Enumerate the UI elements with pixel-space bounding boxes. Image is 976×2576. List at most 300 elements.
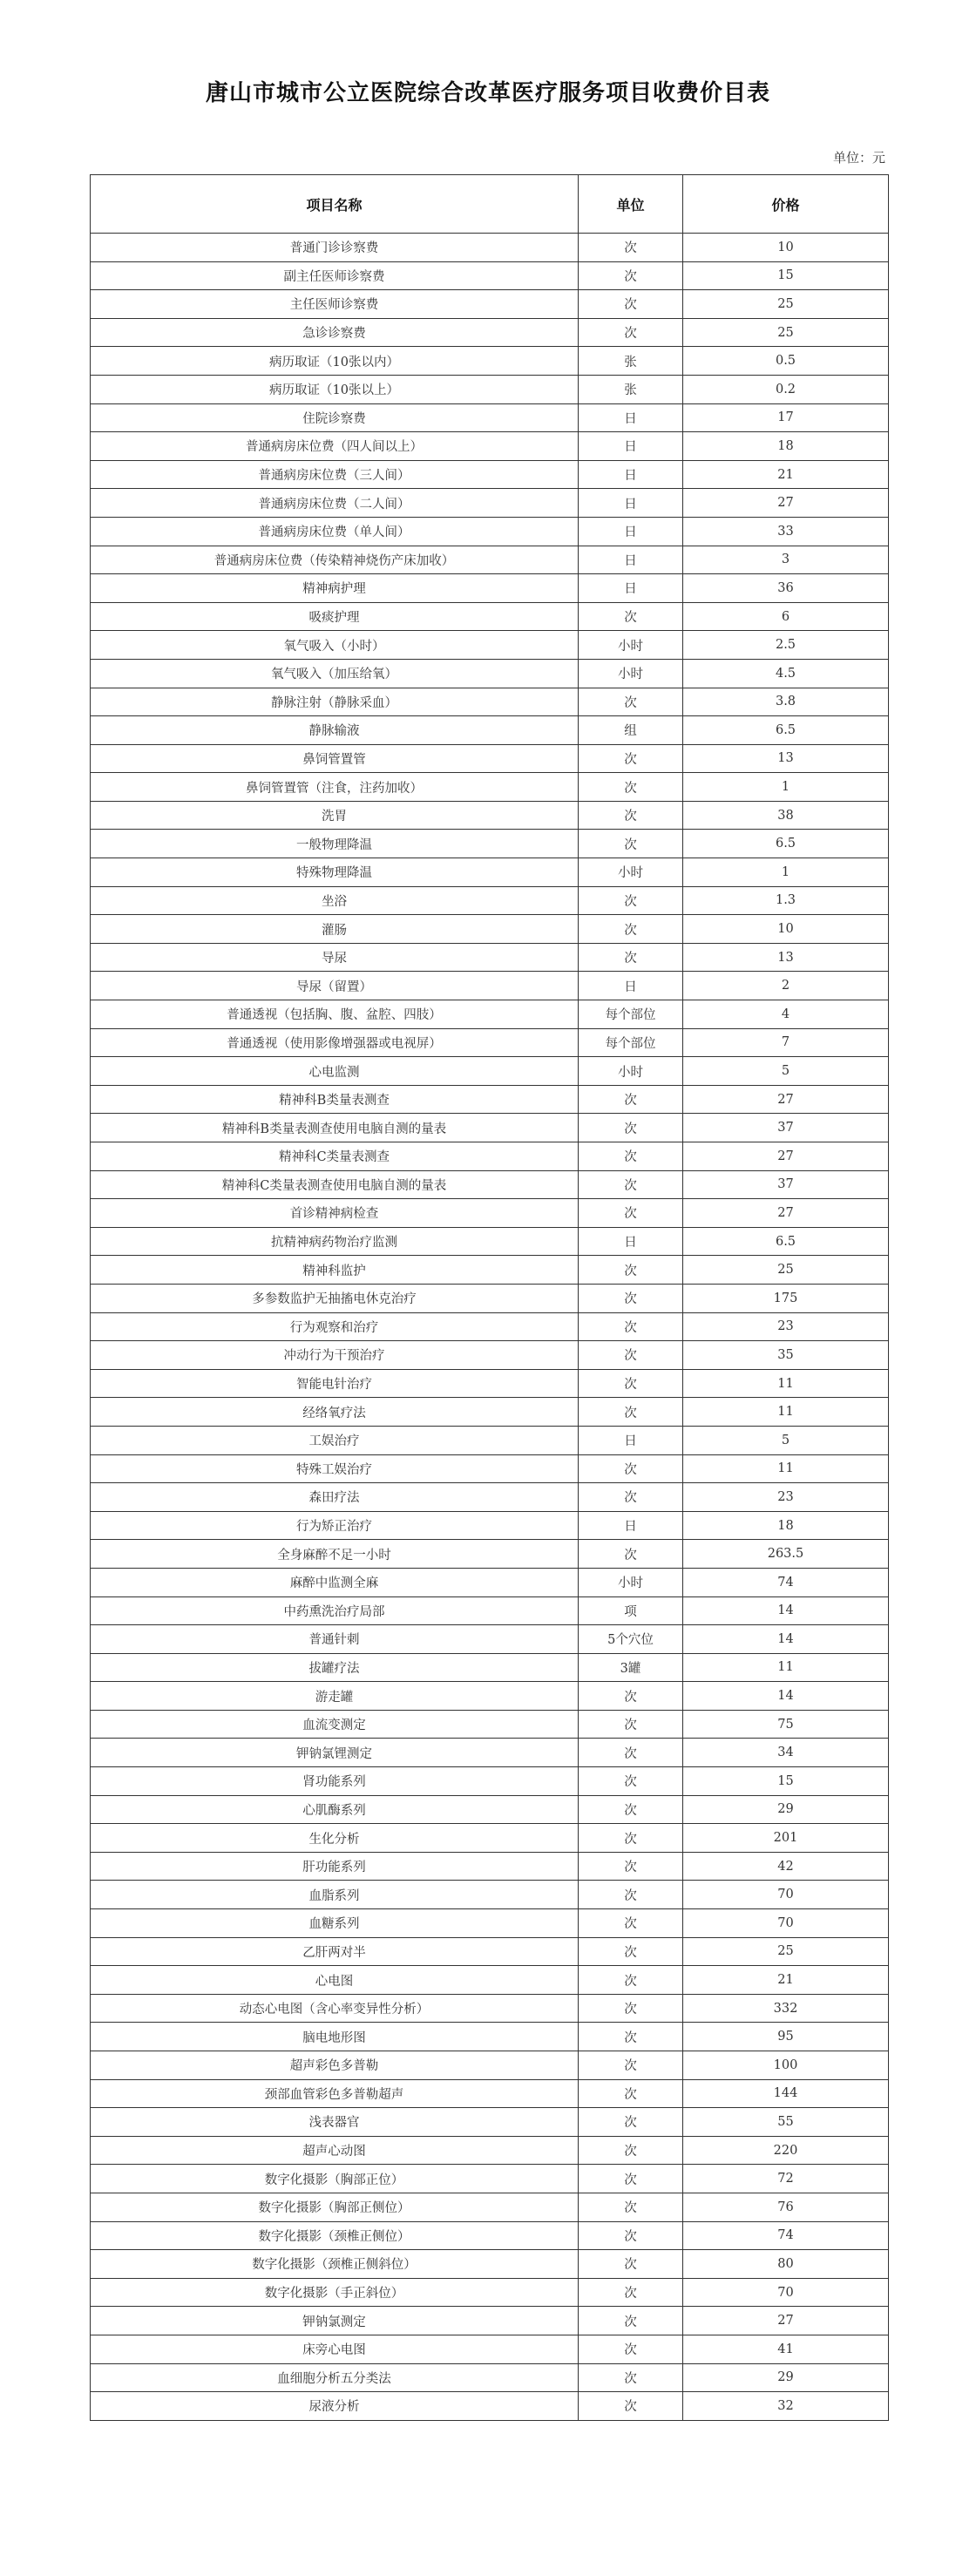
table-row xyxy=(91,2307,889,2335)
table-row xyxy=(91,744,889,773)
price-cell: 37 xyxy=(683,1114,889,1142)
price-cell: 21 xyxy=(683,460,889,489)
unit-cell: 日 xyxy=(579,460,683,489)
item-name-cell: 鼻饲管置管 xyxy=(91,744,579,773)
price-cell: 1 xyxy=(683,858,889,887)
price-cell: 11 xyxy=(683,1369,889,1398)
price-cell: 13 xyxy=(683,943,889,972)
price-cell: 34 xyxy=(683,1739,889,1767)
price-cell: 35 xyxy=(683,1341,889,1370)
unit-note: 单位：元 xyxy=(832,150,885,166)
table-row xyxy=(91,1625,889,1654)
item-name-cell: 全身麻醉不足一小时 xyxy=(91,1540,579,1569)
unit-cell: 小时 xyxy=(579,1568,683,1596)
price-cell: 4.5 xyxy=(683,659,889,688)
unit-cell: 张 xyxy=(579,347,683,376)
price-cell: 17 xyxy=(683,403,889,432)
table-row xyxy=(91,1028,889,1057)
item-name-cell: 血糖系列 xyxy=(91,1909,579,1938)
item-name-cell: 氧气吸入（加压给氧） xyxy=(91,659,579,688)
unit-cell: 张 xyxy=(579,375,683,403)
table-row xyxy=(91,2136,889,2165)
item-name-cell: 精神科监护 xyxy=(91,1256,579,1285)
table-row xyxy=(91,858,889,887)
table-row xyxy=(91,460,889,489)
price-cell: 38 xyxy=(683,801,889,830)
table-row xyxy=(91,1795,889,1824)
unit-cell: 次 xyxy=(579,2051,683,2080)
item-name-cell: 经络氧疗法 xyxy=(91,1398,579,1427)
price-cell: 27 xyxy=(683,1142,889,1171)
item-name-cell: 普通病房床位费（三人间） xyxy=(91,460,579,489)
table-row xyxy=(91,688,889,716)
price-cell: 14 xyxy=(683,1682,889,1711)
item-name-cell: 精神科B类量表测查 xyxy=(91,1085,579,1114)
table-body xyxy=(91,234,889,2421)
price-cell: 15 xyxy=(683,1767,889,1796)
unit-cell: 次 xyxy=(579,2250,683,2279)
table-row xyxy=(91,1994,889,2023)
table-row xyxy=(91,2108,889,2137)
table-row xyxy=(91,2363,889,2392)
table-header-row xyxy=(91,175,889,234)
unit-cell: 次 xyxy=(579,1824,683,1853)
unit-cell: 日 xyxy=(579,1511,683,1540)
table-row xyxy=(91,1824,889,1853)
price-cell: 15 xyxy=(683,261,889,290)
item-name-cell: 游走罐 xyxy=(91,1682,579,1711)
item-name-cell: 导尿（留置） xyxy=(91,972,579,1000)
price-cell: 100 xyxy=(683,2051,889,2080)
table-row xyxy=(91,1341,889,1370)
unit-cell: 次 xyxy=(579,1142,683,1171)
table-row xyxy=(91,1767,889,1796)
table-row xyxy=(91,546,889,574)
table-row xyxy=(91,1114,889,1142)
item-name-cell: 病历取证（10张以内） xyxy=(91,347,579,376)
table-row xyxy=(91,972,889,1000)
price-cell: 70 xyxy=(683,1881,889,1909)
unit-cell: 次 xyxy=(579,1710,683,1739)
item-name-cell: 血流变测定 xyxy=(91,1710,579,1739)
item-name-cell: 普通病房床位费（四人间以上） xyxy=(91,432,579,461)
unit-cell: 每个部位 xyxy=(579,1028,683,1057)
price-cell: 1.3 xyxy=(683,886,889,915)
unit-cell: 次 xyxy=(579,801,683,830)
item-name-cell: 心电监测 xyxy=(91,1057,579,1086)
table-row xyxy=(91,1398,889,1427)
table-row xyxy=(91,2250,889,2279)
unit-cell: 次 xyxy=(579,1540,683,1569)
table-row xyxy=(91,1511,889,1540)
unit-cell: 次 xyxy=(579,2108,683,2137)
unit-cell: 次 xyxy=(579,1199,683,1228)
price-cell: 2.5 xyxy=(683,631,889,660)
table-row xyxy=(91,1682,889,1711)
table-row xyxy=(91,1909,889,1938)
table-row xyxy=(91,1653,889,1682)
price-cell: 27 xyxy=(683,489,889,518)
unit-cell: 次 xyxy=(579,2307,683,2335)
table-row xyxy=(91,1227,889,1256)
unit-cell: 日 xyxy=(579,546,683,574)
page-title: 唐山市城市公立医院综合改革医疗服务项目收费价目表 xyxy=(205,80,770,106)
price-cell: 3.8 xyxy=(683,688,889,716)
item-name-cell: 钾钠氯测定 xyxy=(91,2307,579,2335)
fee-table xyxy=(90,174,889,2421)
unit-cell: 小时 xyxy=(579,1057,683,1086)
unit-cell: 次 xyxy=(579,1454,683,1483)
table-row xyxy=(91,1284,889,1312)
item-name-cell: 首诊精神病检查 xyxy=(91,1199,579,1228)
item-name-cell: 拔罐疗法 xyxy=(91,1653,579,1682)
item-name-cell: 普通针刺 xyxy=(91,1625,579,1654)
table-row xyxy=(91,886,889,915)
item-name-cell: 氧气吸入（小时） xyxy=(91,631,579,660)
unit-cell: 每个部位 xyxy=(579,1000,683,1029)
price-cell: 33 xyxy=(683,517,889,546)
unit-cell: 次 xyxy=(579,1284,683,1312)
item-name-cell: 冲动行为干预治疗 xyxy=(91,1341,579,1370)
table-row xyxy=(91,2392,889,2421)
price-cell: 201 xyxy=(683,1824,889,1853)
table-row xyxy=(91,2193,889,2221)
item-name-cell: 血细胞分析五分类法 xyxy=(91,2363,579,2392)
item-name-cell: 钾钠氯锂测定 xyxy=(91,1739,579,1767)
item-name-cell: 精神科C类量表测查使用电脑自测的量表 xyxy=(91,1170,579,1199)
item-name-cell: 颈部血管彩色多普勒超声 xyxy=(91,2079,579,2108)
table-row xyxy=(91,1369,889,1398)
price-cell: 32 xyxy=(683,2392,889,2421)
item-name-cell: 副主任医师诊察费 xyxy=(91,261,579,290)
price-cell: 25 xyxy=(683,1937,889,1966)
unit-cell: 次 xyxy=(579,915,683,944)
price-cell: 2 xyxy=(683,972,889,1000)
item-name-cell: 洗胃 xyxy=(91,801,579,830)
unit-cell: 次 xyxy=(579,261,683,290)
table-row xyxy=(91,2051,889,2080)
price-cell: 70 xyxy=(683,1909,889,1938)
unit-cell: 次 xyxy=(579,602,683,631)
table-row xyxy=(91,1483,889,1512)
table-row xyxy=(91,1142,889,1171)
item-name-cell: 乙肝两对半 xyxy=(91,1937,579,1966)
table-row xyxy=(91,915,889,944)
price-cell: 74 xyxy=(683,1568,889,1596)
item-name-cell: 床旁心电图 xyxy=(91,2335,579,2363)
item-name-cell: 行为观察和治疗 xyxy=(91,1312,579,1341)
price-cell: 36 xyxy=(683,574,889,603)
item-name-cell: 精神科B类量表测查使用电脑自测的量表 xyxy=(91,1114,579,1142)
price-cell: 27 xyxy=(683,1085,889,1114)
unit-cell: 次 xyxy=(579,688,683,716)
price-cell: 27 xyxy=(683,1199,889,1228)
unit-cell: 次 xyxy=(579,1966,683,1995)
price-cell: 0.2 xyxy=(683,375,889,403)
item-name-cell: 超声心动图 xyxy=(91,2136,579,2165)
price-cell: 95 xyxy=(683,2023,889,2051)
price-cell: 70 xyxy=(683,2278,889,2307)
unit-cell: 次 xyxy=(579,234,683,262)
unit-cell: 项 xyxy=(579,1596,683,1625)
item-name-cell: 行为矫正治疗 xyxy=(91,1511,579,1540)
column-header-item-name: 项目名称 xyxy=(91,175,579,234)
item-name-cell: 吸痰护理 xyxy=(91,602,579,631)
item-name-cell: 精神科C类量表测查 xyxy=(91,1142,579,1171)
unit-cell: 次 xyxy=(579,318,683,347)
item-name-cell: 特殊工娱治疗 xyxy=(91,1454,579,1483)
table-row xyxy=(91,1937,889,1966)
price-cell: 25 xyxy=(683,1256,889,1285)
price-cell: 6.5 xyxy=(683,1227,889,1256)
table-row xyxy=(91,773,889,802)
price-cell: 0.5 xyxy=(683,347,889,376)
price-cell: 21 xyxy=(683,1966,889,1995)
table-row xyxy=(91,403,889,432)
price-cell: 144 xyxy=(683,2079,889,2108)
unit-cell: 次 xyxy=(579,744,683,773)
price-cell: 14 xyxy=(683,1625,889,1654)
unit-cell: 次 xyxy=(579,1085,683,1114)
price-cell: 11 xyxy=(683,1398,889,1427)
unit-cell: 次 xyxy=(579,1114,683,1142)
table-row xyxy=(91,318,889,347)
price-cell: 10 xyxy=(683,234,889,262)
item-name-cell: 超声彩色多普勒 xyxy=(91,2051,579,2080)
unit-cell: 日 xyxy=(579,574,683,603)
item-name-cell: 急诊诊察费 xyxy=(91,318,579,347)
table-row xyxy=(91,943,889,972)
unit-cell: 日 xyxy=(579,403,683,432)
unit-cell: 次 xyxy=(579,1739,683,1767)
unit-cell: 次 xyxy=(579,1909,683,1938)
table-row xyxy=(91,290,889,319)
price-cell: 80 xyxy=(683,2250,889,2279)
unit-cell: 次 xyxy=(579,2079,683,2108)
table-row xyxy=(91,1881,889,1909)
unit-cell: 次 xyxy=(579,886,683,915)
table-row xyxy=(91,234,889,262)
table-row xyxy=(91,1085,889,1114)
price-cell: 75 xyxy=(683,1710,889,1739)
price-cell: 5 xyxy=(683,1057,889,1086)
item-name-cell: 精神病护理 xyxy=(91,574,579,603)
price-cell: 55 xyxy=(683,2108,889,2137)
price-cell: 11 xyxy=(683,1454,889,1483)
column-header-price: 价格 xyxy=(683,175,889,234)
price-cell: 10 xyxy=(683,915,889,944)
item-name-cell: 肾功能系列 xyxy=(91,1767,579,1796)
table-row xyxy=(91,1426,889,1454)
item-name-cell: 肝功能系列 xyxy=(91,1852,579,1881)
table-row xyxy=(91,1256,889,1285)
price-cell: 6.5 xyxy=(683,830,889,858)
price-cell: 7 xyxy=(683,1028,889,1057)
item-name-cell: 普通病房床位费（单人间） xyxy=(91,517,579,546)
price-cell: 332 xyxy=(683,1994,889,2023)
unit-cell: 次 xyxy=(579,2392,683,2421)
item-name-cell: 中药熏洗治疗局部 xyxy=(91,1596,579,1625)
unit-cell: 小时 xyxy=(579,659,683,688)
item-name-cell: 普通门诊诊察费 xyxy=(91,234,579,262)
item-name-cell: 血脂系列 xyxy=(91,1881,579,1909)
table-row xyxy=(91,1199,889,1228)
table-row xyxy=(91,517,889,546)
unit-cell: 次 xyxy=(579,1881,683,1909)
item-name-cell: 心肌酶系列 xyxy=(91,1795,579,1824)
item-name-cell: 数字化摄影（手正斜位） xyxy=(91,2278,579,2307)
item-name-cell: 特殊物理降温 xyxy=(91,858,579,887)
item-name-cell: 数字化摄影（颈椎正侧位） xyxy=(91,2221,579,2250)
table-row xyxy=(91,1568,889,1596)
item-name-cell: 尿液分析 xyxy=(91,2392,579,2421)
price-cell: 29 xyxy=(683,1795,889,1824)
item-name-cell: 主任医师诊察费 xyxy=(91,290,579,319)
table-row xyxy=(91,1966,889,1995)
unit-cell: 小时 xyxy=(579,858,683,887)
unit-cell: 小时 xyxy=(579,631,683,660)
price-cell: 11 xyxy=(683,1653,889,1682)
unit-cell: 次 xyxy=(579,1937,683,1966)
unit-cell: 5个穴位 xyxy=(579,1625,683,1654)
table-row xyxy=(91,1540,889,1569)
item-name-cell: 导尿 xyxy=(91,943,579,972)
table-row xyxy=(91,489,889,518)
table-row xyxy=(91,2335,889,2363)
price-cell: 6.5 xyxy=(683,716,889,745)
price-cell: 220 xyxy=(683,2136,889,2165)
price-cell: 18 xyxy=(683,432,889,461)
item-name-cell: 普通病房床位费（传染精神烧伤产床加收） xyxy=(91,546,579,574)
table-row xyxy=(91,1852,889,1881)
table-row xyxy=(91,2221,889,2250)
price-cell: 76 xyxy=(683,2193,889,2221)
item-name-cell: 普通透视（使用影像增强器或电视屏） xyxy=(91,1028,579,1057)
table-row xyxy=(91,1454,889,1483)
unit-cell: 次 xyxy=(579,1852,683,1881)
table-row xyxy=(91,1057,889,1086)
price-cell: 1 xyxy=(683,773,889,802)
price-cell: 23 xyxy=(683,1483,889,1512)
table-row xyxy=(91,574,889,603)
item-name-cell: 灌肠 xyxy=(91,915,579,944)
price-cell: 14 xyxy=(683,1596,889,1625)
table-row xyxy=(91,1596,889,1625)
price-cell: 5 xyxy=(683,1426,889,1454)
item-name-cell: 智能电针治疗 xyxy=(91,1369,579,1398)
item-name-cell: 病历取证（10张以上） xyxy=(91,375,579,403)
item-name-cell: 数字化摄影（颈椎正侧斜位） xyxy=(91,2250,579,2279)
price-cell: 6 xyxy=(683,602,889,631)
unit-cell: 次 xyxy=(579,2193,683,2221)
price-cell: 37 xyxy=(683,1170,889,1199)
unit-cell: 次 xyxy=(579,2023,683,2051)
unit-cell: 日 xyxy=(579,432,683,461)
table-row xyxy=(91,2278,889,2307)
unit-cell: 次 xyxy=(579,2136,683,2165)
item-name-cell: 普通病房床位费（二人间） xyxy=(91,489,579,518)
column-header-unit: 单位 xyxy=(579,175,683,234)
price-cell: 13 xyxy=(683,744,889,773)
price-cell: 3 xyxy=(683,546,889,574)
item-name-cell: 普通透视（包括胸、腹、盆腔、四肢） xyxy=(91,1000,579,1029)
unit-cell: 次 xyxy=(579,1994,683,2023)
item-name-cell: 数字化摄影（胸部正侧位） xyxy=(91,2193,579,2221)
price-cell: 23 xyxy=(683,1312,889,1341)
unit-cell: 次 xyxy=(579,830,683,858)
unit-cell: 次 xyxy=(579,1312,683,1341)
table-row xyxy=(91,261,889,290)
price-cell: 41 xyxy=(683,2335,889,2363)
unit-cell: 次 xyxy=(579,1795,683,1824)
item-name-cell: 工娱治疗 xyxy=(91,1426,579,1454)
price-cell: 74 xyxy=(683,2221,889,2250)
price-cell: 27 xyxy=(683,2307,889,2335)
item-name-cell: 一般物理降温 xyxy=(91,830,579,858)
table-row xyxy=(91,2165,889,2193)
unit-cell: 次 xyxy=(579,1170,683,1199)
table-row xyxy=(91,1312,889,1341)
unit-cell: 次 xyxy=(579,1369,683,1398)
item-name-cell: 住院诊察费 xyxy=(91,403,579,432)
table-row xyxy=(91,631,889,660)
unit-cell: 次 xyxy=(579,290,683,319)
price-cell: 25 xyxy=(683,318,889,347)
price-cell: 18 xyxy=(683,1511,889,1540)
item-name-cell: 浅表器官 xyxy=(91,2108,579,2137)
unit-cell: 组 xyxy=(579,716,683,745)
table-row xyxy=(91,2079,889,2108)
item-name-cell: 动态心电图（含心率变异性分析） xyxy=(91,1994,579,2023)
unit-cell: 日 xyxy=(579,1227,683,1256)
unit-cell: 次 xyxy=(579,1682,683,1711)
unit-cell: 日 xyxy=(579,1426,683,1454)
unit-cell: 次 xyxy=(579,2278,683,2307)
unit-cell: 次 xyxy=(579,2363,683,2392)
price-cell: 263.5 xyxy=(683,1540,889,1569)
unit-cell: 次 xyxy=(579,773,683,802)
unit-cell: 日 xyxy=(579,972,683,1000)
unit-cell: 次 xyxy=(579,1341,683,1370)
table-row xyxy=(91,801,889,830)
item-name-cell: 静脉注射（静脉采血） xyxy=(91,688,579,716)
item-name-cell: 麻醉中监测全麻 xyxy=(91,1568,579,1596)
price-cell: 175 xyxy=(683,1284,889,1312)
price-cell: 29 xyxy=(683,2363,889,2392)
item-name-cell: 森田疗法 xyxy=(91,1483,579,1512)
unit-cell: 次 xyxy=(579,2221,683,2250)
table-row xyxy=(91,1170,889,1199)
table-row xyxy=(91,602,889,631)
item-name-cell: 静脉输液 xyxy=(91,716,579,745)
table-row xyxy=(91,432,889,461)
table-row xyxy=(91,347,889,376)
price-cell: 25 xyxy=(683,290,889,319)
item-name-cell: 坐浴 xyxy=(91,886,579,915)
item-name-cell: 心电图 xyxy=(91,1966,579,1995)
table-row xyxy=(91,1000,889,1029)
price-cell: 42 xyxy=(683,1852,889,1881)
unit-cell: 次 xyxy=(579,1483,683,1512)
table-row xyxy=(91,1739,889,1767)
unit-cell: 次 xyxy=(579,2165,683,2193)
item-name-cell: 多参数监护无抽搐电休克治疗 xyxy=(91,1284,579,1312)
table-row xyxy=(91,659,889,688)
table-row xyxy=(91,1710,889,1739)
unit-cell: 日 xyxy=(579,489,683,518)
table-row xyxy=(91,830,889,858)
item-name-cell: 鼻饲管置管（注食，注药加收） xyxy=(91,773,579,802)
